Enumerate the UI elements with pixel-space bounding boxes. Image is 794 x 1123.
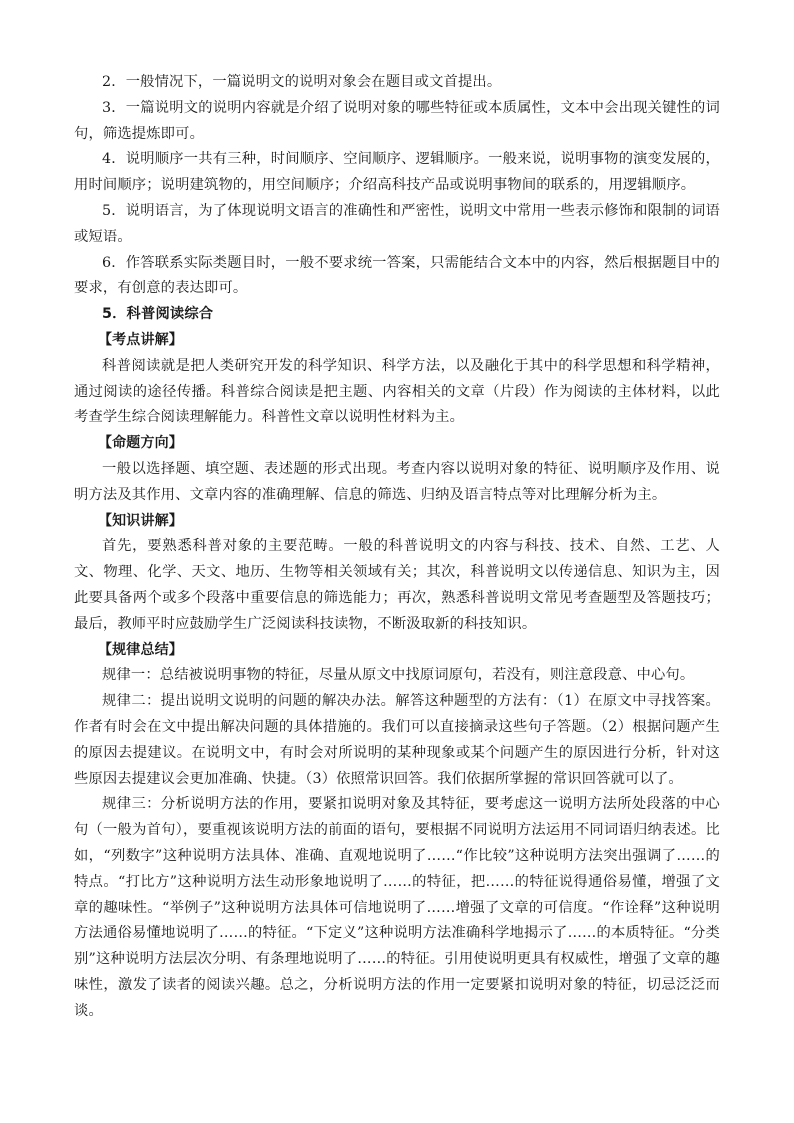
zhishi-text: 首先，要熟悉科普对象的主要范畴。一般的科普说明文的内容与科技、技术、自然、工艺、人文、物理、化学、天文、地历、生物等相关领域有关；其次，科普说明文以传递信息、知识为主，因此要具备两个或多个段落中重要信息的筛选能力；再次，熟悉科普说明文常见考查题型及答题技巧；最后，教师平时应鼓励学生广泛阅读科技读物，不断汲取新的科技知识。 bbox=[74, 538, 720, 632]
rule-1: 规律一：总结被说明事物的特征，尽量从原文中找原词原句，若没有，则注意段意、中心句。 bbox=[102, 667, 695, 684]
paragraph-4: 4．说明顺序一共有三种，时间顺序、空间顺序、逻辑顺序。一般来说，说明事物的演变发展的，用时间顺序；说明建筑物的，用空间顺序；介绍高科技产品或说明事物间的联系的，用逻辑顺序。 bbox=[74, 151, 720, 194]
rule-3: 规律三：分析说明方法的作用，要紧扣说明对象及其特征，要考虑这一说明方法所处段落的中心句（一般为首句），要重视该说明方法的前面的语句，要根据不同说明方法运用不同词语归纳表述。比如，“列数字”这种说明方法具体、准确、直观地说明了……“作比较”这种说明方法突出强调了……的特点。“打比方”这种说明方法生动形象地说明了……的特征，把……的特征说得通俗易懂，增强了文章的趣味性。“举例子”这种说明方法具体可信地说明了……增强了文章的可信度。“作诠释”这种说明方法通俗易懂地说明了……的特征。“下定义”这种说明方法准确科学地揭示了……的本质特征。“分类别”这种说明方法层次分明、有条理地说明了……的特征。引用使说明更具有权威性，增强了文章的趣味性，激发了读者的阅读兴趣。总之，分析说明方法的作用一定要紧扣说明对象的特征，切忌泛泛而谈。 bbox=[74, 796, 720, 1019]
kaodian-label: 【考点讲解】 bbox=[98, 331, 183, 348]
guilv-label: 【规律总结】 bbox=[98, 641, 183, 658]
mingti-label: 【命题方向】 bbox=[98, 435, 183, 452]
paragraph-2: 2．一般情况下，一篇说明文的说明对象会在题目或文首提出。 bbox=[102, 74, 502, 90]
zhishi-label: 【知识讲解】 bbox=[98, 512, 183, 529]
rule-2: 规律二：提出说明文说明的问题的解决办法。解答这种题型的方法有：（1）在原文中寻找答案。作者有时会在文中提出解决问题的具体措施的。我们可以直接摘录这些句子答题。（2）根据问题产生的原因去提建议。在说明文中，有时会对所说明的某种现象或某个问题产生的原因进行分析，针对这些原因去提建议会更加准确、快捷。（3）依照常识回答。我们依据所掌握的常识回答就可以了。 bbox=[74, 693, 720, 787]
document-page bbox=[74, 70, 720, 1024]
paragraph-6: 6．作答联系实际类题目时，一般不要求统一答案，只需能结合文本中的内容，然后根据题目中的要求，有创意的表达即可。 bbox=[74, 254, 720, 297]
paragraph-5: 5．说明语言，为了体现说明文语言的准确性和严密性，说明文中常用一些表示修饰和限制的词语或短语。 bbox=[74, 202, 720, 245]
kaodian-text: 科普阅读就是把人类研究开发的科学知识、科学方法，以及融化于其中的科学思想和科学精神，通过阅读的途径传播。科普综合阅读是把主题、内容相关的文章（片段）作为阅读的主体材料，以此考查学生综合阅读理解能力。科普性文章以说明性材料为主。 bbox=[74, 357, 720, 426]
section-title: 5．科普阅读综合 bbox=[102, 306, 214, 323]
paragraph-3: 3．一篇说明文的说明内容就是介绍了说明对象的哪些特征或本质属性，文本中会出现关键性的词句，筛选提炼即可。 bbox=[74, 99, 720, 142]
mingti-text: 一般以选择题、填空题、表述题的形式出现。考查内容以说明对象的特征、说明顺序及作用、说明方法及其作用、文章内容的准确理解、信息的筛选、归纳及语言特点等对比理解分析为主。 bbox=[74, 460, 720, 503]
